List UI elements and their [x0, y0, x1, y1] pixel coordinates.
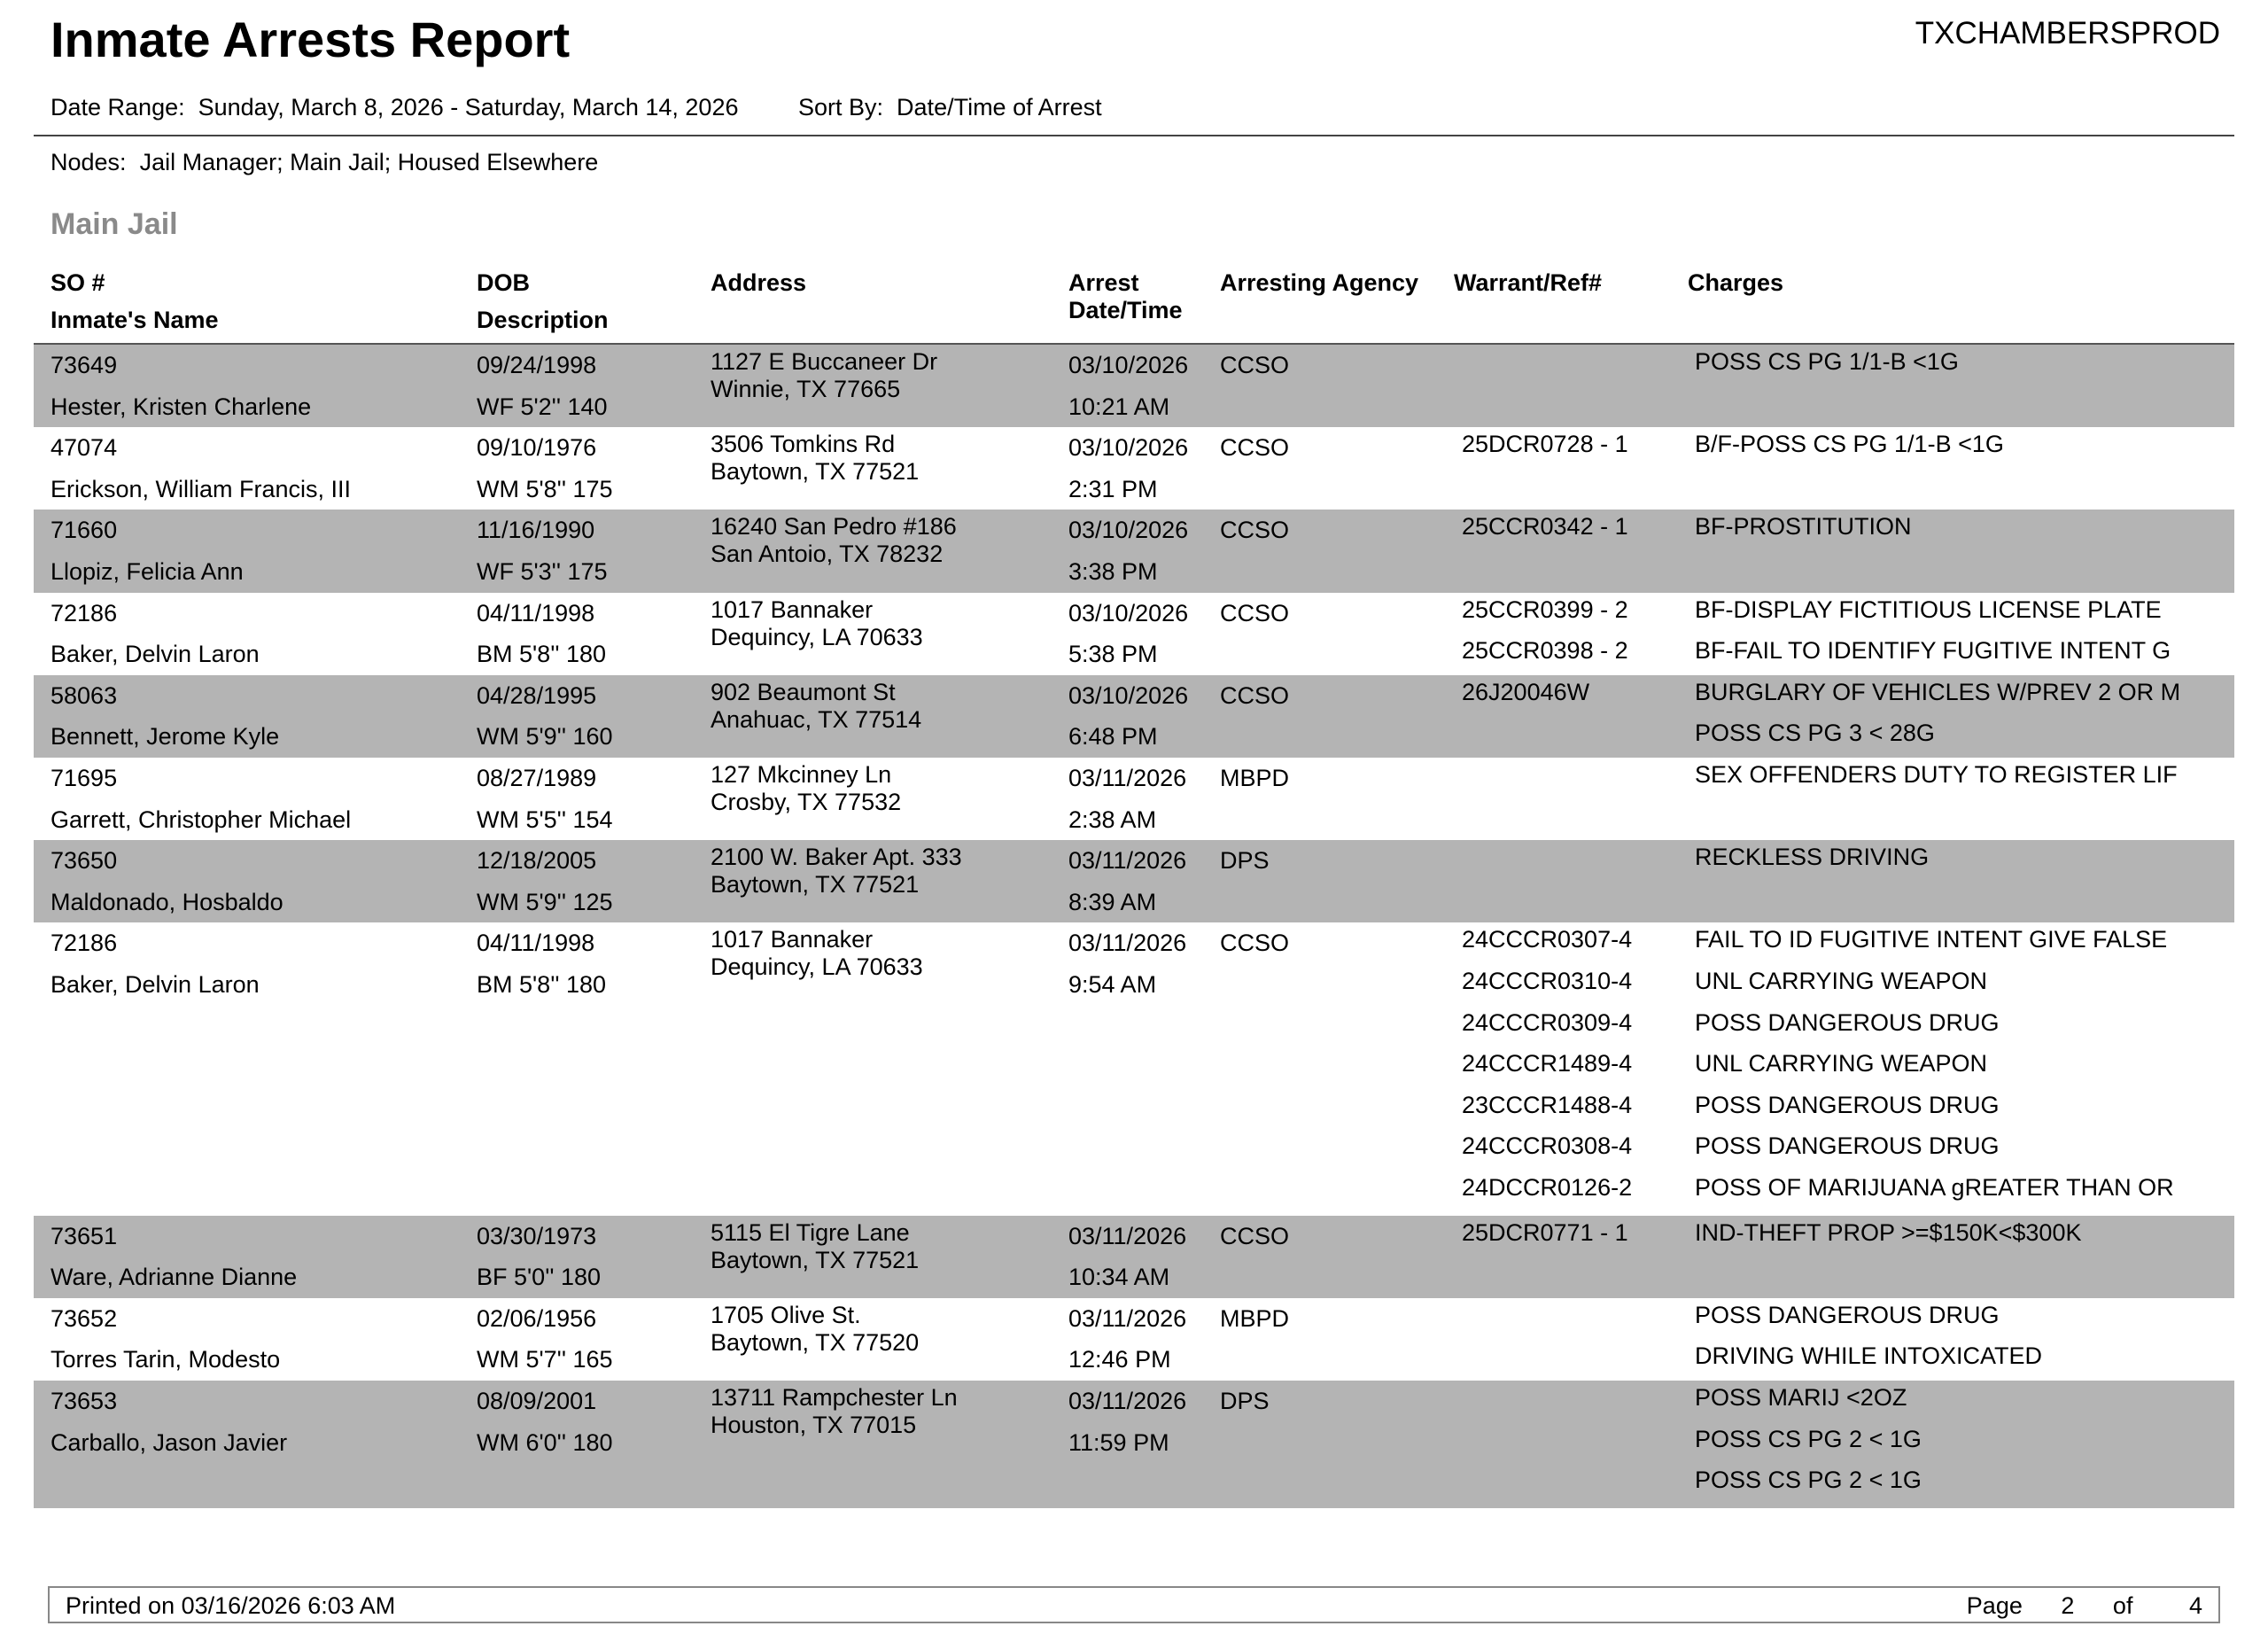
arrest-date: 03/11/2026 [1068, 930, 1187, 957]
warrant-ref: 23CCCR1488-4 [1462, 1091, 1633, 1118]
warrant-ref: 25DCR0728 - 1 [1462, 431, 1628, 458]
arresting-agency: DPS [1220, 847, 1270, 875]
column-header-agency: Arresting Agency [1220, 269, 1419, 296]
so-number: 72186 [50, 599, 118, 626]
column-header-warrant: Warrant/Ref# [1454, 269, 1603, 296]
sort-value: Date/Time of Arrest [897, 94, 1102, 121]
so-number: 71660 [50, 517, 118, 544]
charge: BF-PROSTITUTION [1695, 513, 1912, 541]
description: WF 5'3'' 175 [477, 558, 608, 585]
date-range-label: Date Range: [50, 94, 185, 121]
arresting-agency: CCSO [1220, 517, 1290, 544]
arresting-agency: CCSO [1220, 434, 1290, 462]
so-number: 72186 [50, 930, 118, 957]
arresting-agency: DPS [1220, 1388, 1270, 1414]
arrest-date: 03/10/2026 [1068, 681, 1189, 709]
charge: UNL CARRYING WEAPON [1695, 1050, 1988, 1078]
charge: FAIL TO ID FUGITIVE INTENT GIVE FALSE [1695, 926, 2168, 953]
dob: 09/24/1998 [477, 352, 597, 378]
column-header-charges: Charges [1688, 269, 1784, 296]
inmate-name: Baker, Delvin Laron [50, 641, 260, 668]
inmate-name: Bennett, Jerome Kyle [50, 723, 280, 751]
arrest-time: 6:48 PM [1068, 723, 1158, 751]
address-line-1: 1017 Bannaker [711, 926, 874, 953]
page-of-label: of [2112, 1592, 2133, 1619]
address-line-1: 3506 Tomkins Rd [711, 431, 896, 458]
so-number: 73653 [50, 1388, 118, 1414]
arrest-time: 11:59 PM [1068, 1428, 1169, 1456]
charge: RECKLESS DRIVING [1695, 844, 1930, 871]
arrest-time: 12:46 PM [1068, 1346, 1171, 1373]
column-header-dob: DOB [477, 269, 530, 296]
arrest-time: 10:34 AM [1068, 1264, 1170, 1291]
arresting-agency: CCSO [1220, 1222, 1290, 1249]
section-title: Main Jail [50, 207, 178, 241]
dob: 08/09/2001 [477, 1388, 597, 1414]
charge: POSS MARIJ <2OZ [1695, 1384, 1907, 1411]
description: WM 5'8'' 175 [477, 475, 613, 502]
so-number: 58063 [50, 681, 118, 709]
description: WM 5'5'' 154 [477, 805, 613, 833]
so-number: 73650 [50, 847, 118, 875]
warrant-ref: 24CCCR0307-4 [1462, 926, 1633, 953]
charge: POSS CS PG 2 < 1G [1695, 1425, 1922, 1452]
dob: 03/30/1973 [477, 1222, 597, 1249]
charge: BF-FAIL TO IDENTIFY FUGITIVE INTENT G [1695, 637, 2171, 665]
arrest-time: 3:38 PM [1068, 558, 1158, 585]
arresting-agency: MBPD [1220, 1304, 1290, 1332]
address-line-1: 13711 Rampchester Ln [711, 1384, 958, 1411]
nodes-label: Nodes: [50, 149, 127, 175]
address-line-2: Anahuac, TX 77514 [711, 705, 922, 733]
arrest-time: 5:38 PM [1068, 641, 1158, 668]
arresting-agency: CCSO [1220, 681, 1290, 709]
arrest-time: 2:38 AM [1068, 805, 1157, 833]
report-title: Inmate Arrests Report [50, 12, 571, 67]
arrest-date: 03/10/2026 [1068, 517, 1189, 544]
arrest-date: 03/11/2026 [1068, 1222, 1187, 1249]
nodes-value: Jail Manager; Main Jail; Housed Elsewhere [139, 149, 599, 175]
so-number: 73651 [50, 1222, 118, 1249]
arrest-time: 10:21 AM [1068, 393, 1170, 420]
dob: 04/11/1998 [477, 599, 595, 626]
dob: 04/28/1995 [477, 681, 597, 709]
address-line-2: Winnie, TX 77665 [711, 376, 901, 402]
column-header-address: Address [711, 269, 807, 296]
charge: UNL CARRYING WEAPON [1695, 968, 1988, 994]
address-line-2: San Antoio, TX 78232 [711, 541, 944, 568]
address-line-1: 902 Beaumont St [711, 678, 896, 705]
address-line-2: Houston, TX 77015 [711, 1412, 917, 1438]
warrant-ref: 24CCCR1489-4 [1462, 1050, 1633, 1078]
dob: 09/10/1976 [477, 434, 597, 462]
description: BM 5'8'' 180 [477, 971, 607, 998]
inmate-name: Torres Tarin, Modesto [50, 1346, 281, 1373]
address-line-1: 16240 San Pedro #186 [711, 513, 957, 541]
page-number: 2 [2061, 1592, 2075, 1619]
charge: BURGLARY OF VEHICLES W/PREV 2 OR M [1695, 678, 2181, 705]
arresting-agency: CCSO [1220, 599, 1290, 626]
charge: POSS CS PG 2 < 1G [1695, 1467, 1922, 1494]
charge: B/F-POSS CS PG 1/1-B <1G [1695, 431, 2004, 458]
description: BF 5'0'' 180 [477, 1264, 602, 1291]
so-number: 73652 [50, 1304, 118, 1332]
arrest-date: 03/10/2026 [1068, 599, 1189, 626]
page-label: Page [1966, 1592, 2023, 1619]
warrant-ref: 25CCR0342 - 1 [1462, 513, 1628, 541]
description: BM 5'8'' 180 [477, 641, 607, 668]
arrest-time: 8:39 AM [1068, 888, 1157, 915]
address-line-2: Baytown, TX 77521 [711, 1246, 920, 1273]
printed-timestamp: Printed on 03/16/2026 6:03 AM [66, 1592, 396, 1619]
arrest-date: 03/10/2026 [1068, 352, 1189, 378]
inmate-name: Ware, Adrianne Dianne [50, 1264, 298, 1291]
charge: SEX OFFENDERS DUTY TO REGISTER LIF [1695, 761, 2178, 788]
warrant-ref: 25DCR0771 - 1 [1462, 1218, 1628, 1246]
arresting-agency: CCSO [1220, 352, 1290, 378]
charge: POSS CS PG 3 < 28G [1695, 720, 1935, 747]
charge: DRIVING WHILE INTOXICATED [1695, 1342, 2043, 1370]
column-header-datetime: Date/Time [1068, 297, 1183, 323]
address-line-1: 1127 E Buccaneer Dr [711, 348, 938, 375]
footer [48, 1586, 2220, 1623]
arrest-date: 03/10/2026 [1068, 434, 1189, 462]
address-line-2: Baytown, TX 77520 [711, 1328, 920, 1356]
arrest-date: 03/11/2026 [1068, 1304, 1187, 1332]
description: WM 5'7'' 165 [477, 1346, 613, 1373]
warrant-ref: 25CCR0399 - 2 [1462, 595, 1628, 623]
warrant-ref: 25CCR0398 - 2 [1462, 637, 1628, 665]
arrest-date: 03/11/2026 [1068, 1388, 1187, 1414]
warrant-ref: 24CCCR0309-4 [1462, 1008, 1633, 1036]
arresting-agency: CCSO [1220, 930, 1290, 957]
charge: POSS DANGEROUS DRUG [1695, 1008, 2000, 1036]
address-line-1: 2100 W. Baker Apt. 333 [711, 844, 962, 871]
inmate-name: Hester, Kristen Charlene [50, 393, 312, 420]
inmate-name: Maldonado, Hosbaldo [50, 888, 284, 915]
address-line-2: Crosby, TX 77532 [711, 789, 902, 815]
column-header-name: Inmate's Name [50, 307, 219, 333]
arresting-agency: MBPD [1220, 765, 1290, 791]
system-name: TXCHAMBERSPROD [1915, 16, 2220, 51]
date-range-value: Sunday, March 8, 2026 - Saturday, March 14, 2026 [198, 94, 739, 121]
description: WM 5'9'' 125 [477, 888, 613, 915]
inmate-name: Baker, Delvin Laron [50, 971, 260, 998]
warrant-ref: 24CCCR0308-4 [1462, 1132, 1633, 1160]
address-line-2: Baytown, TX 77521 [711, 871, 920, 899]
dob: 11/16/1990 [477, 517, 595, 544]
column-header-so: SO # [50, 269, 105, 296]
inmate-name: Garrett, Christopher Michael [50, 805, 352, 833]
charge: BF-DISPLAY FICTITIOUS LICENSE PLATE [1695, 595, 2162, 623]
inmate-name: Carballo, Jason Javier [50, 1428, 288, 1456]
warrant-ref: 26J20046W [1462, 678, 1590, 705]
address-line-2: Dequincy, LA 70633 [711, 623, 923, 650]
dob: 04/11/1998 [477, 930, 595, 957]
so-number: 73649 [50, 352, 118, 378]
arrest-time: 9:54 AM [1068, 971, 1157, 998]
dob: 02/06/1956 [477, 1304, 597, 1332]
charge: POSS OF MARIJUANA gREATER THAN OR [1695, 1174, 2174, 1201]
description: WM 6'0'' 180 [477, 1428, 613, 1456]
address-line-2: Dequincy, LA 70633 [711, 953, 923, 981]
address-line-1: 1705 Olive St. [711, 1301, 861, 1328]
charge: IND-THEFT PROP >=$150K<$300K [1695, 1218, 2082, 1246]
sort-label: Sort By: [798, 94, 884, 121]
address-line-2: Baytown, TX 77521 [711, 458, 920, 486]
arrest-time: 2:31 PM [1068, 475, 1158, 502]
description: WM 5'9'' 160 [477, 723, 613, 751]
page-indicator [1967, 1592, 2202, 1620]
address-line-1: 5115 El Tigre Lane [711, 1218, 910, 1246]
arrest-date: 03/11/2026 [1068, 847, 1187, 875]
charge: POSS DANGEROUS DRUG [1695, 1301, 2000, 1328]
column-header-arrest: Arrest [1068, 269, 1139, 296]
dob: 12/18/2005 [477, 847, 597, 875]
warrant-ref: 24DCCR0126-2 [1462, 1174, 1633, 1201]
inmate-name: Erickson, William Francis, III [50, 475, 352, 502]
inmate-name: Llopiz, Felicia Ann [50, 558, 244, 585]
so-number: 71695 [50, 765, 118, 791]
dob: 08/27/1989 [477, 765, 597, 791]
address-line-1: 1017 Bannaker [711, 595, 874, 623]
address-line-1: 127 Mkcinney Ln [711, 761, 892, 788]
page-total: 4 [2188, 1592, 2202, 1619]
warrant-ref: 24CCCR0310-4 [1462, 968, 1633, 994]
column-header-description: Description [477, 307, 609, 333]
description: WF 5'2'' 140 [477, 393, 608, 420]
charge: POSS CS PG 1/1-B <1G [1695, 348, 1959, 375]
charge: POSS DANGEROUS DRUG [1695, 1132, 2000, 1160]
so-number: 47074 [50, 434, 118, 462]
arrest-date: 03/11/2026 [1068, 765, 1187, 791]
charge: POSS DANGEROUS DRUG [1695, 1091, 2000, 1118]
